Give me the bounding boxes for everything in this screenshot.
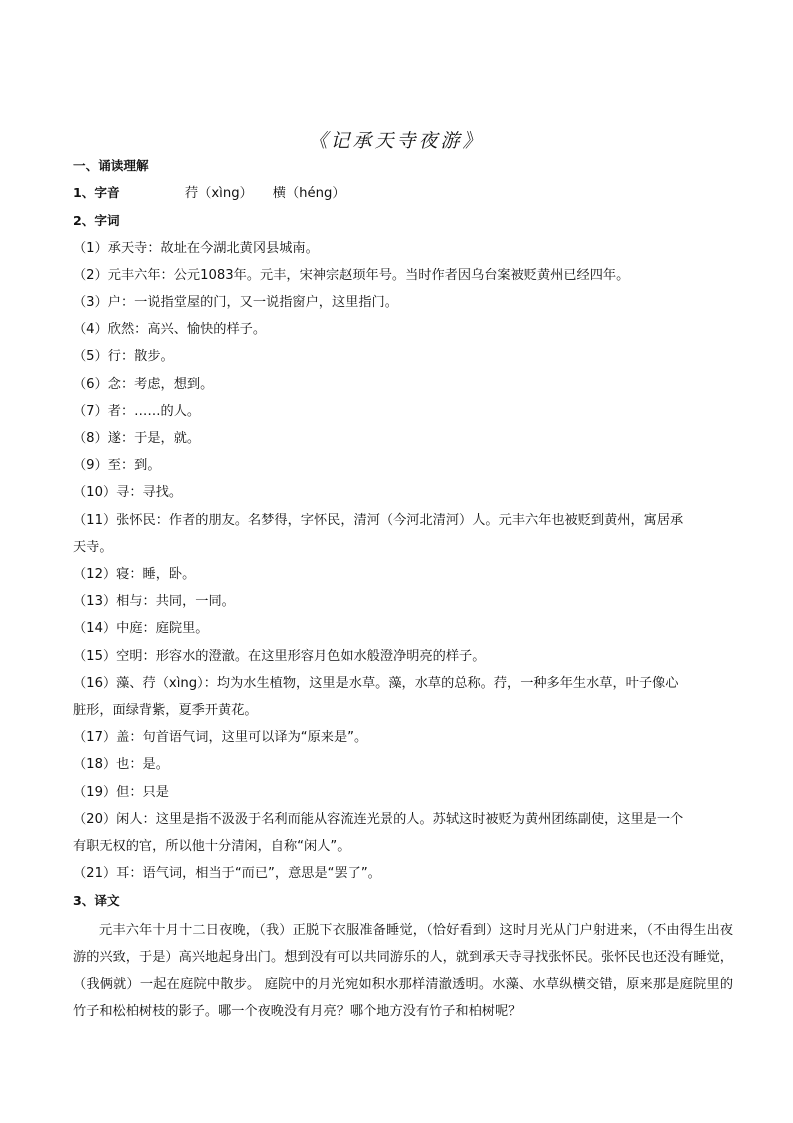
vocab-item: （12）寝：睡，卧。 <box>73 567 196 583</box>
vocab-item: （6）念：考虑，想到。 <box>73 376 214 392</box>
vocab-item: （21）耳：语气词，相当于“而已”，意思是“罢了”。 <box>73 866 381 882</box>
pronunciation-item: 横（héng） <box>272 186 346 202</box>
vocab-item: （19）但：只是 <box>73 784 169 800</box>
vocab-item: （8）遂：于是，就。 <box>73 431 201 447</box>
vocab-item: （1）承天寺：故址在今湖北黄冈县城南。 <box>73 240 319 256</box>
vocab-item: （14）中庭：庭院里。 <box>73 621 209 637</box>
vocab-item: （15）空明：形容水的澄澈。在这里形容月色如水般澄净明亮的样子。 <box>73 648 486 664</box>
pronunciation-row <box>73 179 733 207</box>
vocab-item: （2）元丰六年：公元1083年。元丰，宋神宗赵顼年号。当时作者因乌台案被贬黄州已经四年。 <box>73 267 630 283</box>
vocab-heading: 2、字词 <box>73 213 120 229</box>
vocab-item: （11）张怀民：作者的朋友。名梦得，字怀民，清河（今河北清河）人。元丰六年也被贬到黄州，寓居承 <box>73 512 684 528</box>
vocab-item: （5）行：散步。 <box>73 349 174 365</box>
vocab-item: （13）相与：共同，一同。 <box>73 594 235 610</box>
pronunciation-item: 荇（xìng） <box>185 186 253 202</box>
vocab-item: （10）寻：寻找。 <box>73 485 183 501</box>
vocab-item: （3）户：一说指堂屋的门，又一说指窗户，这里指门。 <box>73 295 398 311</box>
vocab-item: （17）盖：句首语气词，这里可以译为“原来是”。 <box>73 730 368 746</box>
vocab-list <box>73 235 733 888</box>
vocab-item-continued: 天寺。 <box>73 539 113 555</box>
vocab-item: （9）至：到。 <box>73 458 161 474</box>
translation-heading: 3、译文 <box>73 893 120 909</box>
vocab-item: （18）也：是。 <box>73 757 169 773</box>
translation-paragraph: 元丰六年十月十二日夜晚，（我）正脱下衣服准备睡觉，（恰好看到）这时月光从门户射进来，（不由得生出夜游的兴致，于是）高兴地起身出门。想到没有可以共同游乐的人，就到承天寺寻找张怀民。张怀民也还没有睡觉，（我俩就）一起在庭院中散步。 庭院中的月光宛如积水那样清澈透明。水藻、水草纵横交错，原来那是庭院里的竹子和松柏树枝的影子。哪一个夜晚没有月亮？哪个地方没有竹子和柏树呢？ <box>73 922 733 1020</box>
section-heading-reading: 一、诵读理解 <box>73 158 149 173</box>
vocab-item: （4）欣然：高兴、愉快的样子。 <box>73 322 267 338</box>
vocab-item-continued: 脏形，面绿背紫，夏季开黄花。 <box>73 703 258 719</box>
vocab-item: （16）藻、荇（xìng）：均为水生植物，这里是水草。藻，水草的总称。荇，一种多年生水草，叶子像心 <box>73 675 679 691</box>
vocab-item: （7）者：……的人。 <box>73 403 201 419</box>
vocab-item: （20）闲人：这里是指不汲汲于名利而能从容流连光景的人。苏轼这时被贬为黄州团练副使，这里是一个 <box>73 811 684 827</box>
document-body <box>73 152 733 1026</box>
vocab-item-continued: 有职无权的官，所以他十分清闲，自称“闲人”。 <box>73 839 351 855</box>
pronunciation-label: 1、字音 <box>73 185 120 201</box>
document-title: 《记承天寺夜游》 <box>308 130 485 152</box>
